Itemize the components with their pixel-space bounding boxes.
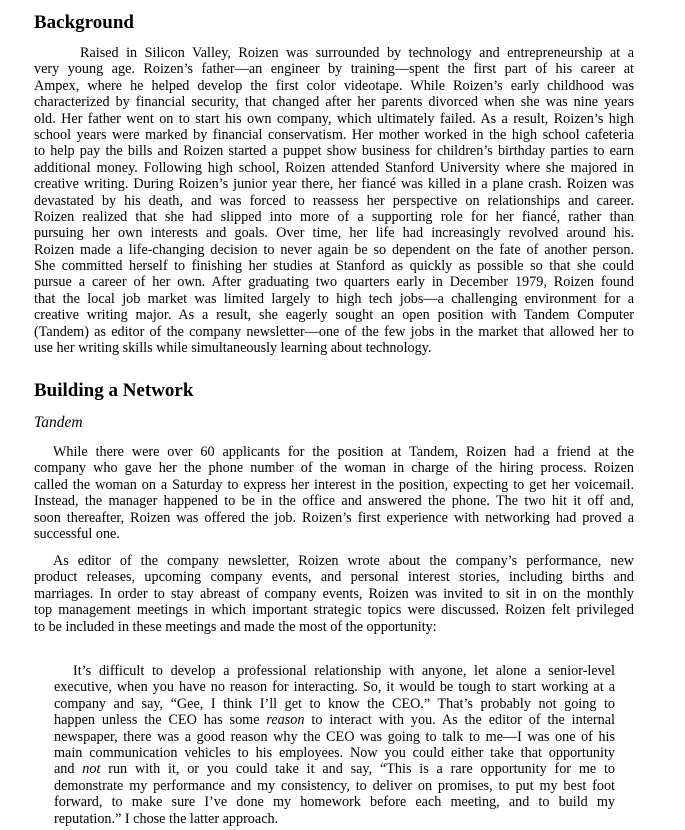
text-line: additional money. Following high school, Roizen attended Stanford University where she majored in — [34, 159, 634, 176]
subheading-tandem: Tandem — [34, 414, 83, 431]
emphasis-reason: reason — [266, 712, 305, 729]
text-run: to interact with you. As the editor of the internal — [304, 712, 615, 729]
text-line: successful one. — [34, 525, 120, 542]
text-line: Roizen made a life-changing decision to never again be so dependent on the fate of another person. — [34, 241, 634, 258]
text-line: Instead, the manager happened to be in the office and answered the phone. The two hit it off and, — [34, 493, 634, 510]
text-line — [54, 761, 615, 777]
text-line: (Tandem) as editor of the company newsletter—one of the few jobs in the market that allowed her to — [34, 323, 634, 340]
text-line: to help pay the bills and Roizen started a puppet show business for children’s birthday parties to earn — [34, 143, 634, 160]
text-line: very young age. Roizen’s father—an engineer by training—spent the first part of his career at — [34, 61, 634, 78]
text-line: demonstrate my performance and my consistency, to deliver on promises, to put my best foot — [54, 777, 615, 794]
text-line: called the woman on a Saturday to express her interest in the position, expecting to get her voicemail. — [34, 476, 634, 493]
emphasis-not: not — [82, 761, 101, 778]
text-line: pursue a career of her own. After graduating two quarters early in December 1979, Roizen found — [34, 274, 634, 291]
text-line: to be included in these meetings and made the most of the opportunity: — [34, 618, 437, 635]
text-line: Raised in Silicon Valley, Roizen was surrounded by technology and entrepreneurship at a — [80, 45, 634, 61]
text-line: use her writing skills while simultaneously learning about technology. — [34, 340, 432, 357]
text-line: main communication vehicles to his employees. Now you could either take that opportunity — [54, 744, 615, 761]
text-line: Ampex, where he helped develop the first color videotape. While Roizen’s early childhood was — [34, 77, 634, 94]
tandem-paragraph-1 — [34, 444, 634, 542]
text-line: She committed herself to finishing her studies at Stanford as quickly as possible so that she could — [34, 258, 634, 275]
text-line: pursuing her own interests and goals. Over time, her life had increasingly revolved around his. — [34, 225, 634, 242]
text-line: top management meetings in which important strategic topics were discussed. Roizen felt privileged — [34, 602, 634, 619]
text-line: that the local job market was limited largely to high tech jobs—a challenging environment for a — [34, 290, 634, 307]
text-run: and — [54, 761, 83, 778]
text-line: company who gave her the phone number of the woman in charge of the hiring process. Roizen — [34, 460, 634, 477]
text-line: product releases, upcoming company events, and personal interest stories, including births and — [34, 569, 634, 586]
text-line: executive, when you have no reason for interacting. So, it would be tough to start working at a — [54, 679, 615, 696]
text-line: reputation.” I chose the latter approach. — [54, 810, 279, 827]
text-line: forward, to make sure I’ve done my homework before each meeting, and to build my — [54, 794, 615, 811]
background-paragraph — [34, 45, 634, 356]
text-line: creative writing major. As a result, she eagerly sought an open position with Tandem Computer — [34, 307, 634, 324]
text-line: It’s difficult to develop a professional relationship with anyone, let alone a senior-level — [73, 663, 615, 679]
text-line: old. Her father went on to start his own company, which ultimately failed. As a result, Roizen’s high — [34, 110, 634, 127]
text-line: Roizen realized that she had slipped into more of a supporting role for her fiancé, rather than — [34, 208, 634, 225]
block-quote — [54, 663, 615, 827]
text-line: school years were marked by financial conservatism. Her mother worked in the high school cafeteria — [34, 126, 634, 143]
text-line: company and say, “Gee, I think I’ll get to know the CEO.” That’s probably not going to — [54, 695, 615, 712]
text-line: soon thereafter, Roizen was offered the job. Roizen’s first experience with networking had proved a — [34, 509, 634, 526]
text-run: happen unless the CEO has some — [54, 712, 267, 729]
text-line: devastated by his death, and was forced to reassess her perspective on relationships and career. — [34, 192, 634, 209]
text-line: marriages. In order to stay abreast of company events, Roizen was invited to sit in on the monthly — [34, 585, 634, 602]
text-line: While there were over 60 applicants for the position at Tandem, Roizen had a friend at the — [53, 444, 634, 460]
text-run: run with it, or you could take it and say, “This is a rare opportunity for me to — [100, 761, 615, 778]
tandem-paragraph-2 — [34, 553, 634, 635]
text-line: As editor of the company newsletter, Roizen wrote about the company’s performance, new — [53, 553, 634, 569]
section-heading-building-a-network: Building a Network — [34, 380, 194, 401]
text-line: creative writing. During Roizen’s junior year there, her fiancé was killed in a plane crash. Roizen was — [34, 176, 634, 193]
text-line — [54, 712, 615, 728]
section-heading-background: Background — [34, 12, 134, 33]
text-line: characterized by financial security, that changed after her parents divorced when she was nine years — [34, 94, 634, 111]
text-line: newspaper, there was a good reason why the CEO was going to talk to me—I was one of his — [54, 728, 615, 745]
